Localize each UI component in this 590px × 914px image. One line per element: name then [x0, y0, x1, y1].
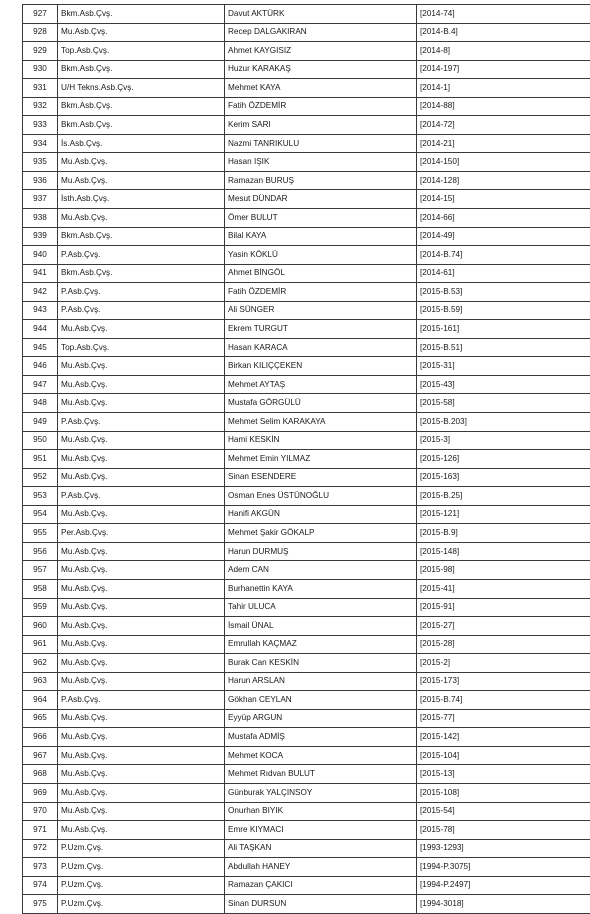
- table-row: [23, 617, 590, 636]
- row-number-cell: 973: [23, 858, 58, 877]
- code-cell: [2014-15]: [417, 190, 590, 209]
- table-row: [23, 190, 590, 209]
- table-row: [23, 60, 590, 79]
- table-row: [23, 487, 590, 506]
- row-number-cell: 929: [23, 42, 58, 61]
- table-row: [23, 839, 590, 858]
- name-cell: Abdullah HANEY: [225, 858, 417, 877]
- name-cell: Gökhan CEYLAN: [225, 691, 417, 710]
- rank-cell: P.Uzm.Çvş.: [58, 858, 225, 877]
- row-number-cell: 967: [23, 746, 58, 765]
- code-cell: [2015-41]: [417, 579, 590, 598]
- row-number-cell: 934: [23, 134, 58, 153]
- rank-cell: Mu.Asb.Çvş.: [58, 23, 225, 42]
- code-cell: [1994-3018]: [417, 895, 590, 914]
- code-cell: [2014-1]: [417, 79, 590, 98]
- code-cell: [2015-31]: [417, 357, 590, 376]
- code-cell: [2015-173]: [417, 672, 590, 691]
- code-cell: [2015-163]: [417, 468, 590, 487]
- rank-cell: Mu.Asb.Çvş.: [58, 672, 225, 691]
- rank-cell: P.Uzm.Çvş.: [58, 895, 225, 914]
- table-row: [23, 431, 590, 450]
- row-number-cell: 972: [23, 839, 58, 858]
- rank-cell: Mu.Asb.Çvş.: [58, 765, 225, 784]
- code-cell: [2015-104]: [417, 746, 590, 765]
- table-row: [23, 691, 590, 710]
- table-row: [23, 116, 590, 135]
- row-number-cell: 936: [23, 171, 58, 190]
- table-row: [23, 227, 590, 246]
- table-row: [23, 505, 590, 524]
- table-row: [23, 783, 590, 802]
- table-row: [23, 283, 590, 302]
- name-cell: Hami KESKİN: [225, 431, 417, 450]
- code-cell: [2014-61]: [417, 264, 590, 283]
- code-cell: [2014-72]: [417, 116, 590, 135]
- code-cell: [2015-B.59]: [417, 301, 590, 320]
- rank-cell: Mu.Asb.Çvş.: [58, 431, 225, 450]
- table-row: [23, 42, 590, 61]
- table-row: [23, 209, 590, 228]
- code-cell: [2014-49]: [417, 227, 590, 246]
- rank-cell: Mu.Asb.Çvş.: [58, 468, 225, 487]
- rank-cell: Mu.Asb.Çvş.: [58, 171, 225, 190]
- rank-cell: Mu.Asb.Çvş.: [58, 709, 225, 728]
- table-row: [23, 79, 590, 98]
- name-cell: Sinan DURSUN: [225, 895, 417, 914]
- code-cell: [2015-B.9]: [417, 524, 590, 543]
- row-number-cell: 969: [23, 783, 58, 802]
- row-number-cell: 970: [23, 802, 58, 821]
- code-cell: [2014-150]: [417, 153, 590, 172]
- code-cell: [2015-108]: [417, 783, 590, 802]
- row-number-cell: 943: [23, 301, 58, 320]
- rank-cell: Mu.Asb.Çvş.: [58, 320, 225, 339]
- name-cell: Yasin KÖKLÜ: [225, 246, 417, 265]
- name-cell: Fatih ÖZDEMİR: [225, 283, 417, 302]
- rank-cell: Mu.Asb.Çvş.: [58, 746, 225, 765]
- table-row: [23, 542, 590, 561]
- name-cell: Sinan ESENDERE: [225, 468, 417, 487]
- rank-cell: Top.Asb.Çvş.: [58, 338, 225, 357]
- name-cell: Mehmet KOCA: [225, 746, 417, 765]
- rank-cell: Mu.Asb.Çvş.: [58, 375, 225, 394]
- name-cell: Emrullah KAÇMAZ: [225, 635, 417, 654]
- row-number-cell: 935: [23, 153, 58, 172]
- table-row: [23, 5, 590, 24]
- name-cell: Mehmet Selim KARAKAYA: [225, 413, 417, 432]
- table-row: [23, 153, 590, 172]
- row-number-cell: 956: [23, 542, 58, 561]
- rank-cell: P.Asb.Çvş.: [58, 246, 225, 265]
- table-row: [23, 134, 590, 153]
- document-page: [22, 4, 590, 914]
- row-number-cell: 975: [23, 895, 58, 914]
- code-cell: [2015-58]: [417, 394, 590, 413]
- table-row: [23, 709, 590, 728]
- name-cell: Nazmi TANRIKULU: [225, 134, 417, 153]
- code-cell: [2015-B.74]: [417, 691, 590, 710]
- name-cell: Ahmet KAYGISIZ: [225, 42, 417, 61]
- code-cell: [1994-P.2497]: [417, 876, 590, 895]
- row-number-cell: 974: [23, 876, 58, 895]
- row-number-cell: 964: [23, 691, 58, 710]
- table-row: [23, 654, 590, 673]
- rank-cell: Mu.Asb.Çvş.: [58, 357, 225, 376]
- rank-cell: P.Asb.Çvş.: [58, 413, 225, 432]
- table-row: [23, 413, 590, 432]
- row-number-cell: 942: [23, 283, 58, 302]
- code-cell: [2015-126]: [417, 450, 590, 469]
- rank-cell: Mu.Asb.Çvş.: [58, 617, 225, 636]
- code-cell: [2015-77]: [417, 709, 590, 728]
- row-number-cell: 952: [23, 468, 58, 487]
- code-cell: [2014-197]: [417, 60, 590, 79]
- rank-cell: Mu.Asb.Çvş.: [58, 654, 225, 673]
- table-row: [23, 821, 590, 840]
- row-number-cell: 941: [23, 264, 58, 283]
- rank-cell: İsth.Asb.Çvş.: [58, 190, 225, 209]
- rank-cell: Mu.Asb.Çvş.: [58, 728, 225, 747]
- code-cell: [2015-B.25]: [417, 487, 590, 506]
- name-cell: Ömer BULUT: [225, 209, 417, 228]
- table-row: [23, 746, 590, 765]
- personnel-table: [22, 4, 590, 914]
- code-cell: [2014-66]: [417, 209, 590, 228]
- table-row: [23, 97, 590, 116]
- code-cell: [2014-B.4]: [417, 23, 590, 42]
- name-cell: Mehmet Şakir GÖKALP: [225, 524, 417, 543]
- table-row: [23, 394, 590, 413]
- code-cell: [2015-142]: [417, 728, 590, 747]
- table-row: [23, 876, 590, 895]
- code-cell: [2015-161]: [417, 320, 590, 339]
- row-number-cell: 965: [23, 709, 58, 728]
- row-number-cell: 966: [23, 728, 58, 747]
- name-cell: Harun ARSLAN: [225, 672, 417, 691]
- table-row: [23, 320, 590, 339]
- rank-cell: Mu.Asb.Çvş.: [58, 598, 225, 617]
- name-cell: Ramazan ÇAKICI: [225, 876, 417, 895]
- rank-cell: Top.Asb.Çvş.: [58, 42, 225, 61]
- row-number-cell: 938: [23, 209, 58, 228]
- name-cell: Tahir ULUCA: [225, 598, 417, 617]
- rank-cell: P.Asb.Çvş.: [58, 301, 225, 320]
- code-cell: [2015-B.53]: [417, 283, 590, 302]
- table-row: [23, 468, 590, 487]
- rank-cell: İs.Asb.Çvş.: [58, 134, 225, 153]
- name-cell: Mustafa ADMİŞ: [225, 728, 417, 747]
- name-cell: Adem CAN: [225, 561, 417, 580]
- rank-cell: Mu.Asb.Çvş.: [58, 579, 225, 598]
- row-number-cell: 933: [23, 116, 58, 135]
- code-cell: [2015-54]: [417, 802, 590, 821]
- code-cell: [2015-2]: [417, 654, 590, 673]
- table-row: [23, 23, 590, 42]
- table-row: [23, 561, 590, 580]
- name-cell: Davut AKTÜRK: [225, 5, 417, 24]
- rank-cell: Bkm.Asb.Çvş.: [58, 97, 225, 116]
- name-cell: Eyyüp ARGUN: [225, 709, 417, 728]
- rank-cell: Bkm.Asb.Çvş.: [58, 116, 225, 135]
- name-cell: Ali SÜNGER: [225, 301, 417, 320]
- row-number-cell: 960: [23, 617, 58, 636]
- name-cell: Hasan IŞIK: [225, 153, 417, 172]
- row-number-cell: 927: [23, 5, 58, 24]
- row-number-cell: 971: [23, 821, 58, 840]
- name-cell: Mehmet Rıdvan BULUT: [225, 765, 417, 784]
- name-cell: Günburak YALÇINSOY: [225, 783, 417, 802]
- rank-cell: P.Asb.Çvş.: [58, 487, 225, 506]
- row-number-cell: 961: [23, 635, 58, 654]
- table-row: [23, 579, 590, 598]
- name-cell: Mustafa GÖRGÜLÜ: [225, 394, 417, 413]
- rank-cell: Mu.Asb.Çvş.: [58, 635, 225, 654]
- row-number-cell: 951: [23, 450, 58, 469]
- code-cell: [2015-98]: [417, 561, 590, 580]
- row-number-cell: 939: [23, 227, 58, 246]
- row-number-cell: 953: [23, 487, 58, 506]
- code-cell: [2015-B.203]: [417, 413, 590, 432]
- code-cell: [2015-148]: [417, 542, 590, 561]
- rank-cell: P.Asb.Çvş.: [58, 691, 225, 710]
- row-number-cell: 954: [23, 505, 58, 524]
- table-row: [23, 264, 590, 283]
- row-number-cell: 928: [23, 23, 58, 42]
- name-cell: Ahmet BİNGÖL: [225, 264, 417, 283]
- table-row: [23, 728, 590, 747]
- name-cell: Onurhan BIYIK: [225, 802, 417, 821]
- row-number-cell: 948: [23, 394, 58, 413]
- code-cell: [2015-78]: [417, 821, 590, 840]
- rank-cell: Mu.Asb.Çvş.: [58, 821, 225, 840]
- row-number-cell: 944: [23, 320, 58, 339]
- table-row: [23, 672, 590, 691]
- code-cell: [2014-88]: [417, 97, 590, 116]
- rank-cell: Mu.Asb.Çvş.: [58, 802, 225, 821]
- table-row: [23, 338, 590, 357]
- table-row: [23, 524, 590, 543]
- name-cell: Mesut DÜNDAR: [225, 190, 417, 209]
- row-number-cell: 957: [23, 561, 58, 580]
- table-row: [23, 301, 590, 320]
- code-cell: [2014-21]: [417, 134, 590, 153]
- name-cell: Hasan KARACA: [225, 338, 417, 357]
- table-row: [23, 450, 590, 469]
- rank-cell: Bkm.Asb.Çvş.: [58, 264, 225, 283]
- row-number-cell: 959: [23, 598, 58, 617]
- rank-cell: Bkm.Asb.Çvş.: [58, 5, 225, 24]
- rank-cell: Mu.Asb.Çvş.: [58, 450, 225, 469]
- code-cell: [1993-1293]: [417, 839, 590, 858]
- rank-cell: P.Asb.Çvş.: [58, 283, 225, 302]
- name-cell: Burak Can KESKİN: [225, 654, 417, 673]
- row-number-cell: 937: [23, 190, 58, 209]
- name-cell: Osman Enes ÜSTÜNOĞLU: [225, 487, 417, 506]
- name-cell: Huzur KARAKAŞ: [225, 60, 417, 79]
- table-row: [23, 858, 590, 877]
- code-cell: [2015-27]: [417, 617, 590, 636]
- code-cell: [2015-43]: [417, 375, 590, 394]
- name-cell: Mehmet Emin YILMAZ: [225, 450, 417, 469]
- name-cell: Ali TAŞKAN: [225, 839, 417, 858]
- table-row: [23, 802, 590, 821]
- rank-cell: Mu.Asb.Çvş.: [58, 542, 225, 561]
- personnel-table-body: [23, 5, 590, 914]
- row-number-cell: 968: [23, 765, 58, 784]
- row-number-cell: 963: [23, 672, 58, 691]
- name-cell: Mehmet KAYA: [225, 79, 417, 98]
- name-cell: Hanifi AKGÜN: [225, 505, 417, 524]
- row-number-cell: 946: [23, 357, 58, 376]
- code-cell: [2014-B.74]: [417, 246, 590, 265]
- name-cell: Bilal KAYA: [225, 227, 417, 246]
- rank-cell: Mu.Asb.Çvş.: [58, 209, 225, 228]
- rank-cell: Mu.Asb.Çvş.: [58, 505, 225, 524]
- rank-cell: Mu.Asb.Çvş.: [58, 783, 225, 802]
- row-number-cell: 947: [23, 375, 58, 394]
- row-number-cell: 955: [23, 524, 58, 543]
- code-cell: [2015-91]: [417, 598, 590, 617]
- rank-cell: Per.Asb.Çvş.: [58, 524, 225, 543]
- name-cell: Kerim SARI: [225, 116, 417, 135]
- table-row: [23, 765, 590, 784]
- code-cell: [2014-74]: [417, 5, 590, 24]
- code-cell: [1994-P.3075]: [417, 858, 590, 877]
- table-row: [23, 375, 590, 394]
- code-cell: [2015-13]: [417, 765, 590, 784]
- rank-cell: Bkm.Asb.Çvş.: [58, 227, 225, 246]
- name-cell: Fatih ÖZDEMİR: [225, 97, 417, 116]
- name-cell: Ramazan BURUŞ: [225, 171, 417, 190]
- table-row: [23, 357, 590, 376]
- rank-cell: Mu.Asb.Çvş.: [58, 561, 225, 580]
- code-cell: [2015-121]: [417, 505, 590, 524]
- table-row: [23, 635, 590, 654]
- rank-cell: U/H Tekns.Asb.Çvş.: [58, 79, 225, 98]
- row-number-cell: 940: [23, 246, 58, 265]
- code-cell: [2014-8]: [417, 42, 590, 61]
- code-cell: [2015-28]: [417, 635, 590, 654]
- name-cell: Recep DALGAKIRAN: [225, 23, 417, 42]
- row-number-cell: 962: [23, 654, 58, 673]
- table-row: [23, 246, 590, 265]
- code-cell: [2015-B.51]: [417, 338, 590, 357]
- row-number-cell: 945: [23, 338, 58, 357]
- row-number-cell: 950: [23, 431, 58, 450]
- row-number-cell: 958: [23, 579, 58, 598]
- name-cell: Birkan KILIÇÇEKEN: [225, 357, 417, 376]
- name-cell: Emre KIYMACI: [225, 821, 417, 840]
- rank-cell: P.Uzm.Çvş.: [58, 876, 225, 895]
- name-cell: Harun DURMUŞ: [225, 542, 417, 561]
- name-cell: İsmail ÜNAL: [225, 617, 417, 636]
- code-cell: [2015-3]: [417, 431, 590, 450]
- name-cell: Burhanettin KAYA: [225, 579, 417, 598]
- name-cell: Ekrem TURGUT: [225, 320, 417, 339]
- rank-cell: P.Uzm.Çvş.: [58, 839, 225, 858]
- table-row: [23, 171, 590, 190]
- row-number-cell: 930: [23, 60, 58, 79]
- rank-cell: Mu.Asb.Çvş.: [58, 153, 225, 172]
- name-cell: Mehmet AYTAŞ: [225, 375, 417, 394]
- rank-cell: Bkm.Asb.Çvş.: [58, 60, 225, 79]
- row-number-cell: 949: [23, 413, 58, 432]
- row-number-cell: 931: [23, 79, 58, 98]
- table-row: [23, 598, 590, 617]
- table-row: [23, 895, 590, 914]
- rank-cell: Mu.Asb.Çvş.: [58, 394, 225, 413]
- code-cell: [2014-128]: [417, 171, 590, 190]
- row-number-cell: 932: [23, 97, 58, 116]
